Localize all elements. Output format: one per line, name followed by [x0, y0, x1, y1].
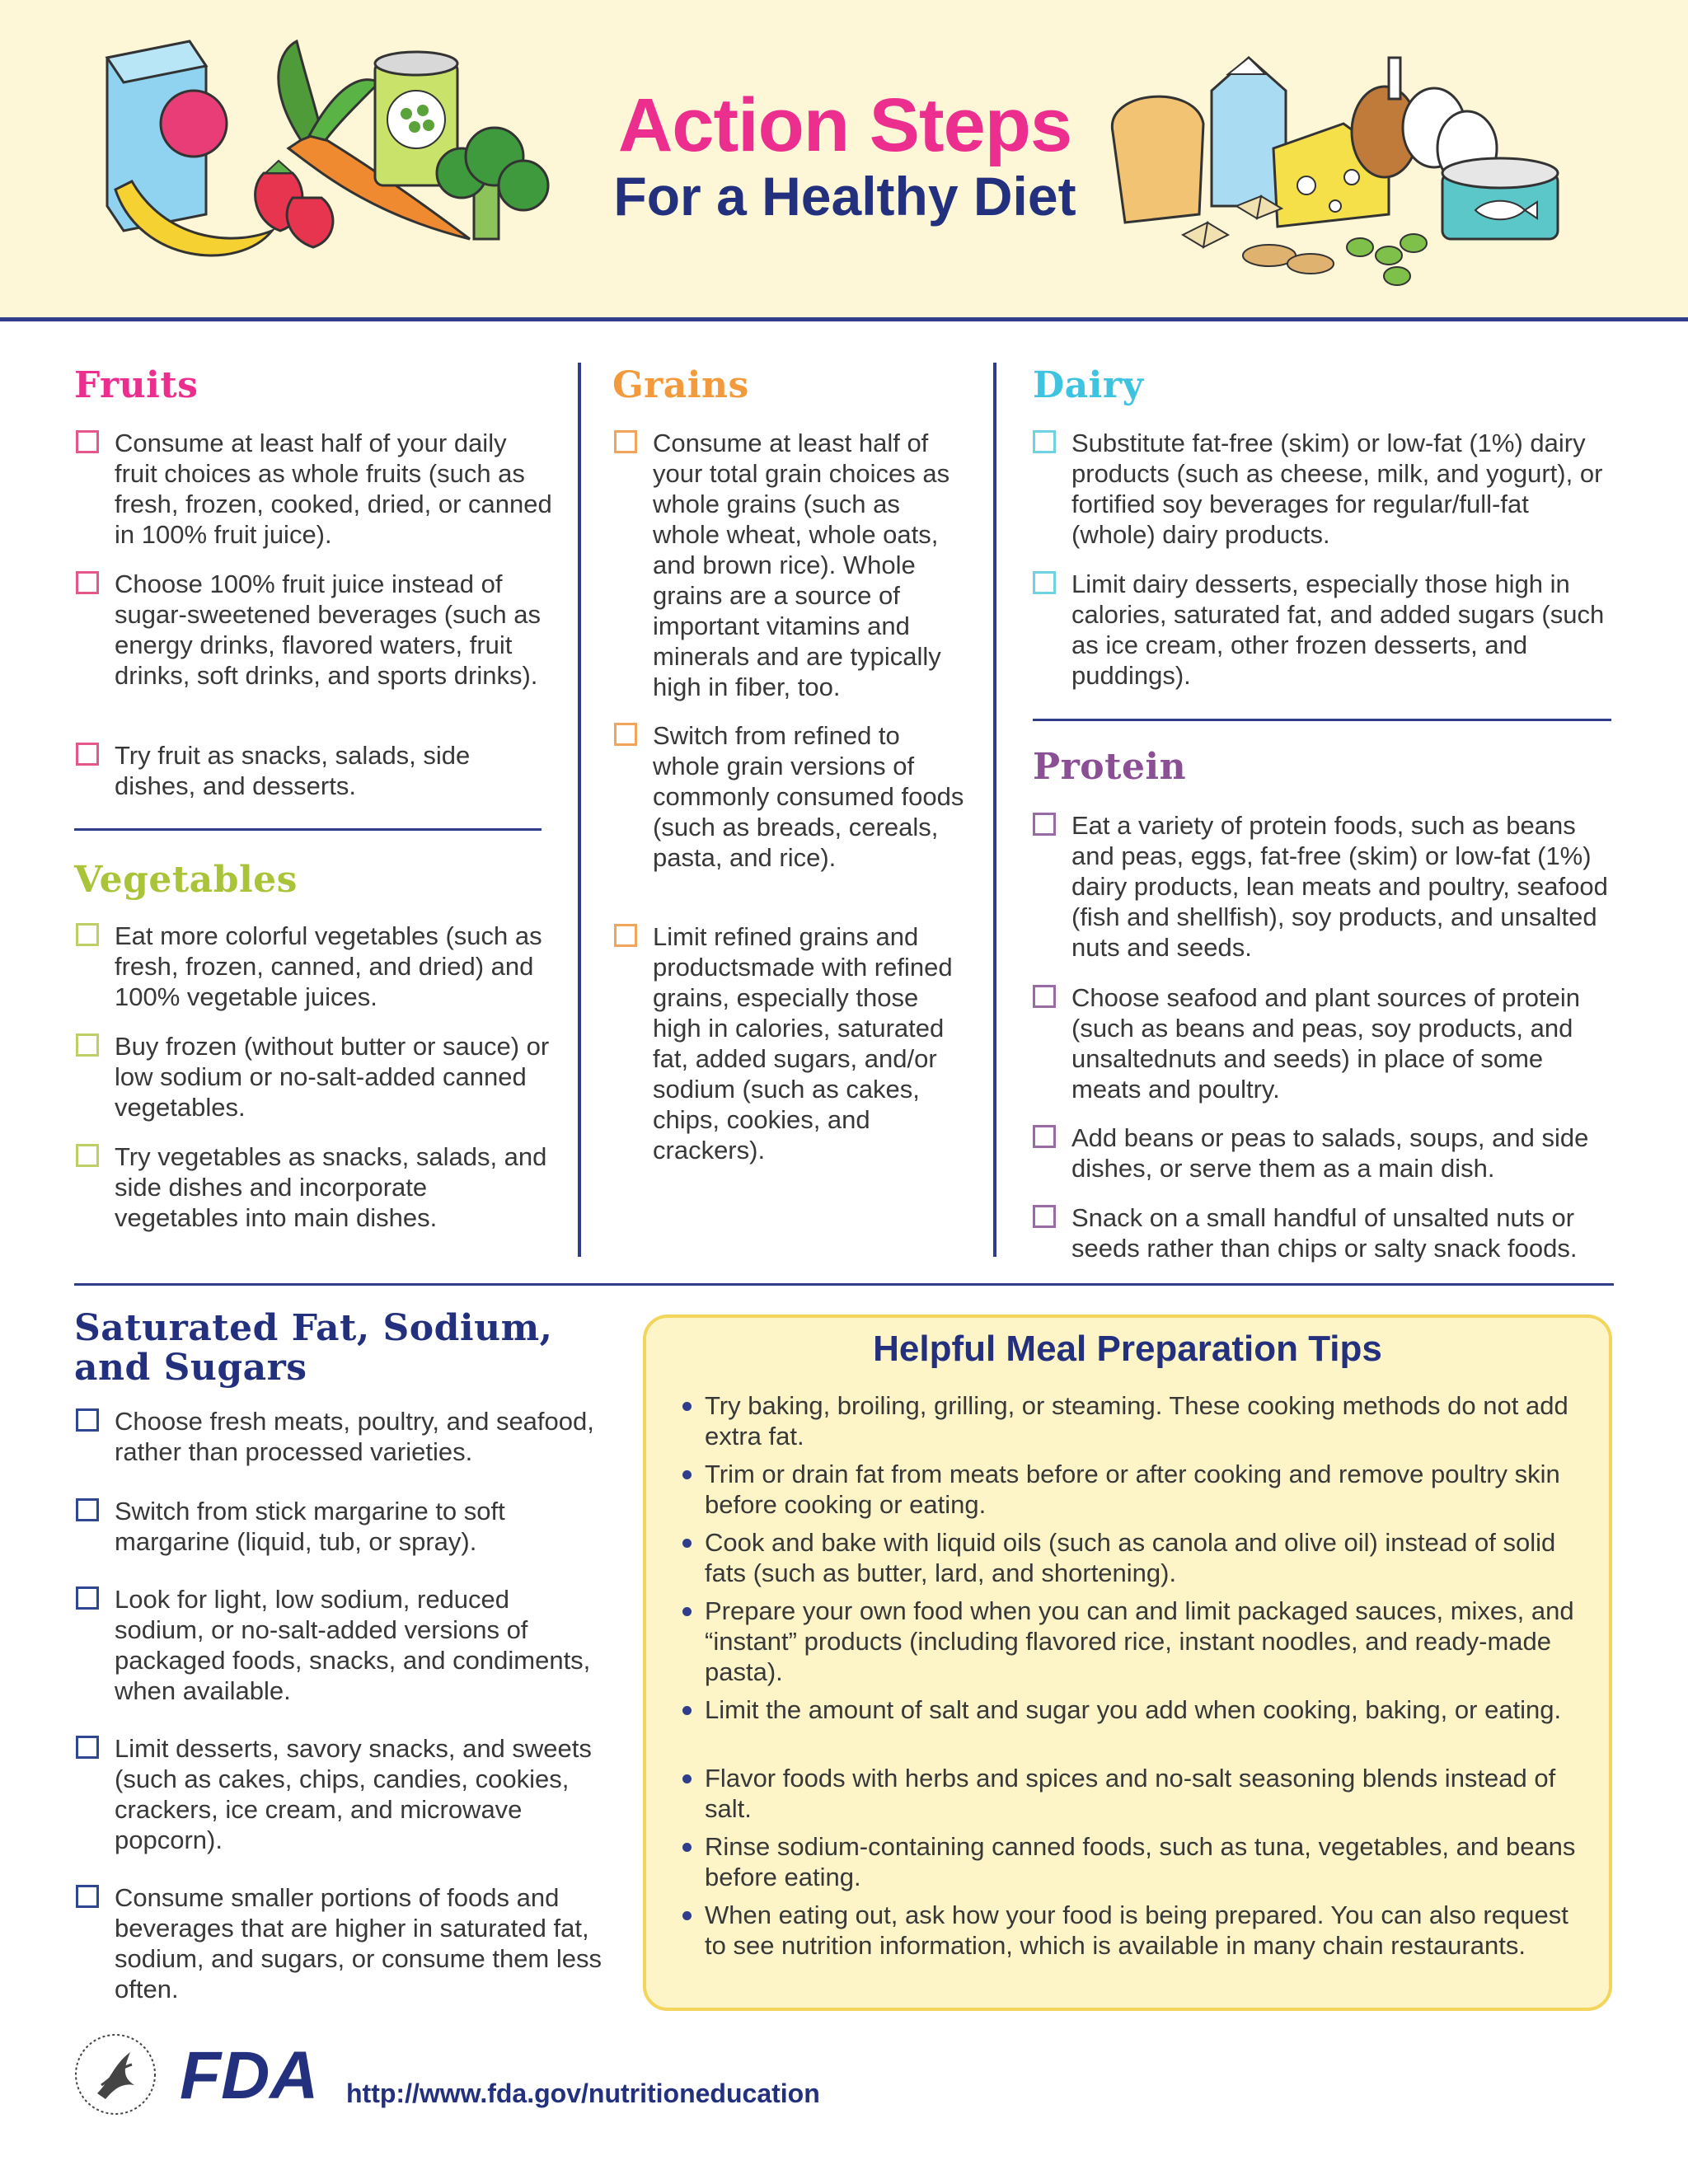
checkbox[interactable] [1033, 813, 1056, 836]
tip-item-6: Flavor foods with herbs and spices and no-salt seasoning blends instead of salt. [705, 1763, 1587, 1824]
checkbox[interactable] [76, 923, 99, 946]
grains-heading: Grains [612, 364, 749, 406]
vegetables-heading: Vegetables [74, 859, 298, 901]
checkbox[interactable] [76, 743, 99, 766]
checkbox[interactable] [1033, 985, 1056, 1008]
svg-text:FDA: FDA [180, 2042, 319, 2108]
bullet-icon [682, 1402, 692, 1411]
tip-item-8: When eating out, ask how your food is being prepared. You can also request to see nutrition information, which is available in many chain restaurants. [705, 1900, 1587, 1961]
beans-icon [1347, 234, 1427, 285]
checkbox[interactable] [614, 430, 637, 453]
bullet-icon [682, 1607, 692, 1616]
checkbox[interactable] [76, 1144, 99, 1167]
column-divider-1 [578, 363, 581, 1257]
sfs-heading-line-2: and Sugars [74, 1347, 307, 1389]
page-header [0, 0, 1688, 321]
sfs-heading-line-1: Saturated Fat, Sodium, [74, 1307, 553, 1349]
bullet-icon [682, 1843, 692, 1852]
tip-item-7: Rinse sodium-containing canned foods, such as tuna, vegetables, and beans before eating. [705, 1831, 1587, 1892]
tip-item-1: Try baking, broiling, grilling, or steaming. These cooking methods do not add extra fat. [705, 1390, 1587, 1451]
checkbox[interactable] [1033, 1205, 1056, 1228]
tips-heading: Helpful Meal Preparation Tips [873, 1329, 1382, 1369]
tip-item-5: Limit the amount of salt and sugar you add when cooking, baking, or eating. [705, 1694, 1587, 1725]
fda-url-link[interactable]: http://www.fda.gov/nutritioneducation [346, 2079, 820, 2108]
checkbox[interactable] [76, 1408, 99, 1432]
tuna-can-icon [1442, 158, 1558, 239]
checkbox[interactable] [1033, 1125, 1056, 1148]
tip-item-2: Trim or drain fat from meats before or after cooking and remove poultry skin before cooking or eating. [705, 1459, 1587, 1520]
bread-icon [1112, 96, 1203, 223]
checkbox[interactable] [76, 571, 99, 594]
fruit-vegetable-illustration [91, 25, 585, 288]
protein-dairy-illustration [1104, 41, 1599, 297]
checkbox[interactable] [76, 1498, 99, 1521]
bullet-icon [682, 1774, 692, 1783]
bullet-icon [682, 1706, 692, 1715]
checkbox[interactable] [614, 723, 637, 746]
checkbox[interactable] [76, 1885, 99, 1908]
checkbox[interactable] [76, 430, 99, 453]
bullet-icon [682, 1539, 692, 1548]
bullet-icon [682, 1470, 692, 1479]
bullet-icon [682, 1911, 692, 1920]
dairy-protein-divider [1033, 719, 1611, 721]
checkbox[interactable] [1033, 571, 1056, 594]
tip-item-3: Cook and bake with liquid oils (such as canola and olive oil) instead of solid fats (such as butter, lard, and shortening). [705, 1527, 1587, 1588]
peanuts-icon [1243, 245, 1334, 274]
fda-logo [180, 2042, 328, 2108]
checkbox[interactable] [76, 1033, 99, 1057]
main-horizontal-divider [74, 1283, 1614, 1286]
fruits-veg-divider [74, 828, 542, 831]
page-subtitle: For a Healthy Diet [613, 166, 1076, 227]
hhs-seal-icon [73, 2032, 159, 2118]
page-title: Action Steps [617, 83, 1072, 167]
fruits-heading: Fruits [74, 364, 199, 406]
checkbox[interactable] [76, 1736, 99, 1759]
checkbox[interactable] [614, 924, 637, 947]
dairy-heading: Dairy [1033, 364, 1144, 406]
checkbox[interactable] [1033, 430, 1056, 453]
checkbox[interactable] [76, 1586, 99, 1610]
tip-item-4: Prepare your own food when you can and limit packaged sauces, mixes, and “instant” products (including flavored rice, instant noodles, and ready-made pasta). [705, 1596, 1587, 1687]
column-divider-2 [993, 363, 996, 1257]
protein-heading: Protein [1033, 746, 1187, 788]
